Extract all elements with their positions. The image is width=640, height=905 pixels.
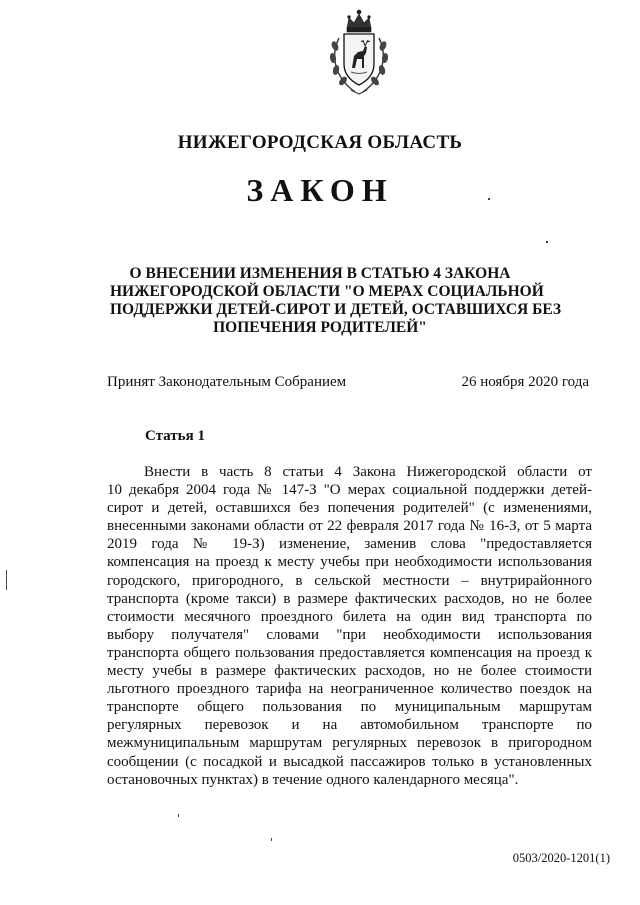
article-heading: Статья 1 [145,428,205,444]
body-text-line: сообщении (с посадкой и высадкой пассажиров только в установленных [107,753,592,770]
body-text-line: льготного проездного тарифа на неограниченное количество поездок на [107,681,592,698]
law-title-line: ПОДДЕРЖКИ ДЕТЕЙ-СИРОТ И ДЕТЕЙ, ОСТАВШИХСЯ БЕЗ [110,301,562,318]
body-text-line: городского, пригородного, в сельской местности – внутрирайонного [107,572,592,589]
scan-speck [546,241,548,243]
body-text-line: Внести в часть 8 статьи 4 Закона Нижегородской области от [144,464,592,480]
law-title [110,265,562,337]
body-text-line: остановочных пунктах) в течение одного календарного месяца". [107,771,519,788]
body-text-line: 2019 года № 19-З) изменение, заменив слова "предоставляется [107,536,592,553]
law-title-line: О ВНЕСЕНИИ ИЗМЕНЕНИЯ В СТАТЬЮ 4 ЗАКОНА [129,265,511,282]
body-text-line: межмуниципальным маршрутам регулярных перевозок в пригородном [107,735,592,752]
law-title-line: ПОПЕЧЕНИЯ РОДИТЕЛЕЙ" [213,319,427,336]
scan-speck [488,198,490,200]
body-text-line: транспорта общего пользования предоставляется компенсация на проезд к [107,644,592,661]
body-text-line: сирот и детей, оставшихся без попечения родителей" (с изменениями, [107,500,592,517]
body-text-line: стоимости месячного проездного билета на один вид транспорта по [107,608,592,625]
body-text-line: месту учебы в размере фактических расходов, но не более стоимости [107,663,592,680]
region-name: НИЖЕГОРОДСКАЯ ОБЛАСТЬ [177,132,463,153]
body-text-line: регулярных перевозок и на автомобильном транспорте по [107,717,592,734]
law-title-line: НИЖЕГОРОДСКОЙ ОБЛАСТИ "О МЕРАХ СОЦИАЛЬНОЙ [110,283,544,300]
body-text-line: внесенными законами области от 22 февраля 2017 года № 16-З, от 5 марта [107,518,592,535]
body-text-line: 10 декабря 2004 года № 147-З "О мерах социальной поддержки детей- [107,482,592,499]
adopted-by-text: Принят Законодательным Собранием [107,374,347,390]
coat-of-arms-emblem [325,6,393,98]
scan-speck [271,838,272,841]
adoption-date: 26 ноября 2020 года [461,374,589,390]
scan-speck [178,814,179,817]
article-body [107,463,592,789]
document-type-heading: ЗАКОН [246,172,394,208]
body-text-line: выбору получателя" словами "при необходимости использования [107,626,592,643]
body-text-line: транспорта (кроме такси) в размере фактических расходов, но не более [107,590,592,607]
scan-speck [6,570,7,590]
document-number: 0503/2020-1201(1) [512,851,610,865]
body-text-line: транспорте общего пользования по муниципальным маршрутам [107,699,592,716]
body-text-line: компенсация на проезд к месту учебы при необходимости использования [107,554,592,571]
